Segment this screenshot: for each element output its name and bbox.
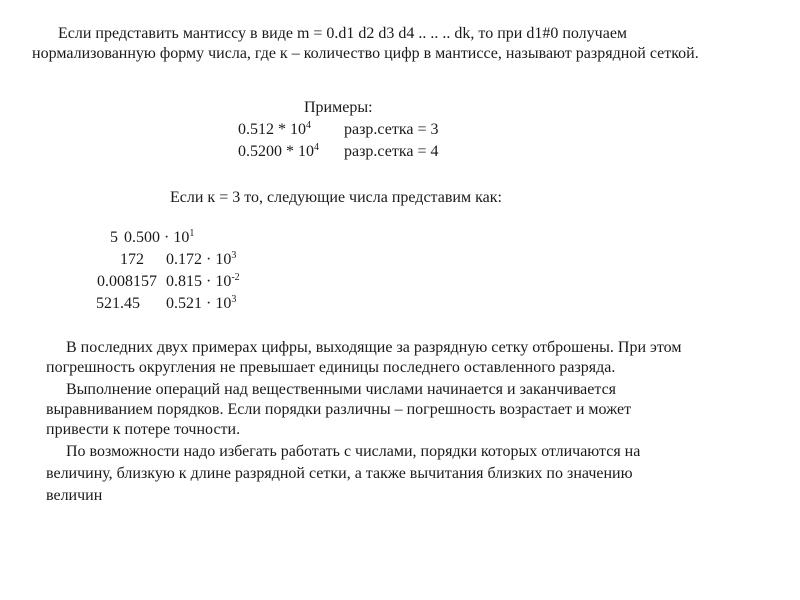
example-1-exp: 4: [306, 120, 311, 131]
k3-row-3-result: [166, 272, 240, 292]
example-row-2: [238, 142, 319, 162]
note-3-line-1: По возможности надо избегать работать с числами, порядки которых отличаются на: [66, 443, 641, 460]
k3-row-2-base: 0.172 · 10: [166, 251, 232, 268]
k3-row-4-num: 521.45: [96, 295, 140, 312]
example-1-grid: разр.сетка = 3: [344, 121, 439, 138]
intro-line-1: Если представить мантиссу в виде m = 0.d1 d2 d3 d4 .. .. .. dk, то при d1#0 получаем: [58, 25, 628, 42]
example-2-grid: разр.сетка = 4: [344, 143, 439, 160]
k3-row-4-base: 0.521 · 10: [166, 295, 232, 312]
k3-heading: Если к = 3 то, следующие числа представим как:: [170, 189, 502, 206]
k3-row-2-result: [166, 250, 236, 270]
intro-line-2: нормализованную форму числа, где к – количество цифр в мантиссе, называют разрядной сеткой.: [32, 45, 699, 62]
k3-row-3-exp: -2: [231, 272, 240, 283]
k3-row-1-result: [124, 228, 194, 248]
k3-row-2-num: 172: [120, 251, 144, 268]
note-3-line-2: величину, близкую к длине разрядной сетки, а также вычитания близких по значению: [46, 465, 633, 482]
k3-row-1-num: 5: [110, 229, 118, 246]
note-2-line-3: привести к потере точности.: [46, 421, 241, 438]
k3-row-4-exp: 3: [231, 294, 237, 305]
note-1-line-2: погрешность округления не превышает единицы последнего оставленного разряда.: [46, 359, 616, 376]
k3-row-2-exp: 3: [231, 250, 237, 261]
k3-row-1-exp: 1: [189, 228, 195, 239]
k3-row-4-result: [166, 294, 236, 314]
k3-row-1-base: 0.500 · 10: [124, 229, 190, 246]
example-2-base: 0.5200 * 10: [238, 143, 314, 160]
k3-row-3-base: 0.815 · 10: [166, 273, 232, 290]
example-1-base: 0.512 * 10: [238, 121, 306, 138]
example-2-exp: 4: [314, 142, 319, 153]
examples-heading: Примеры:: [304, 99, 373, 116]
note-1-line-1: В последних двух примерах цифры, выходящие за разрядную сетку отброшены. При этом: [66, 339, 682, 356]
k3-row-3-num: 0.008157: [97, 273, 157, 290]
note-3-line-3: величин: [46, 487, 103, 504]
note-2-line-1: Выполнение операций над вещественными числами начинается и заканчивается: [66, 381, 617, 398]
example-row-1: [238, 120, 311, 140]
note-2-line-2: выравниванием порядков. Если порядки различны – погрешность возрастает и может: [46, 401, 632, 418]
